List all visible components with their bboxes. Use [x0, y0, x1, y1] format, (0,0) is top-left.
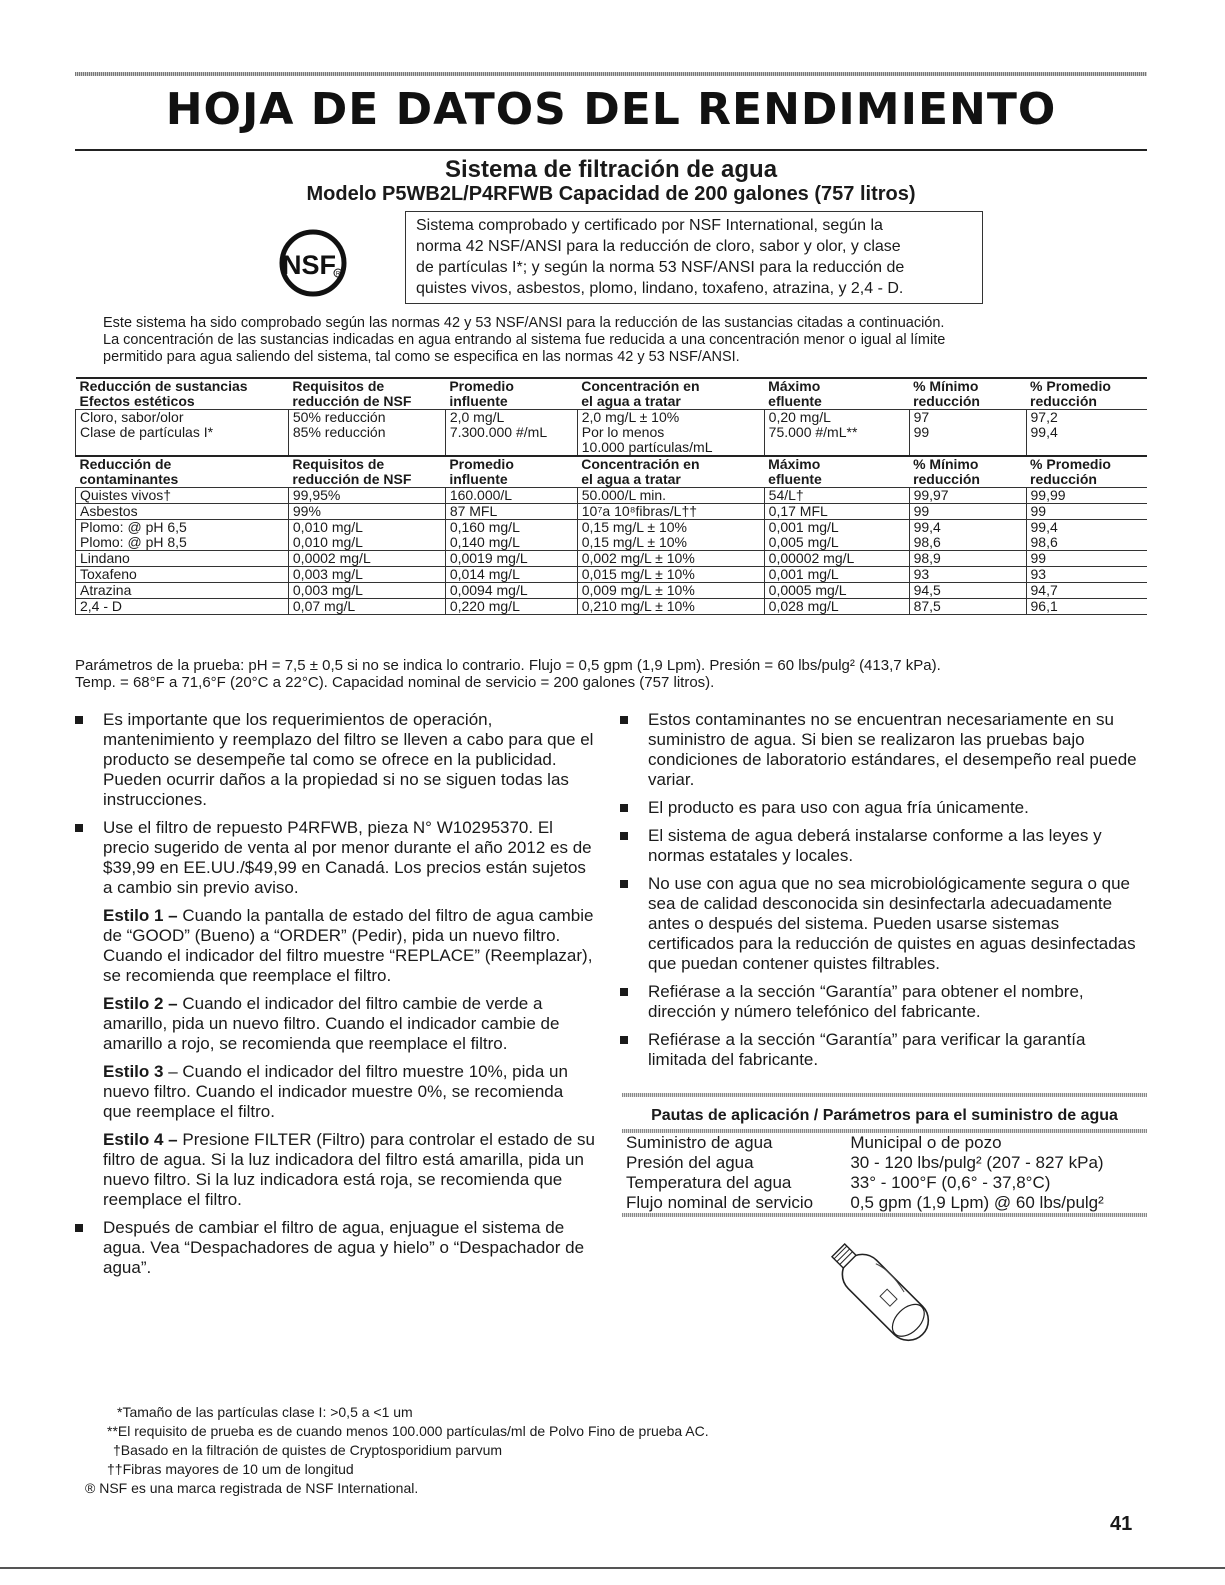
table-cell: 98,9	[909, 551, 1026, 567]
column-header-line: Reducción de sustancias	[79, 378, 248, 394]
table-cell: Asbestos	[76, 504, 289, 520]
table-cell: 50% reducción 85% reducción	[288, 410, 445, 457]
table-cell: 0,17 MFL	[764, 504, 909, 520]
table-cell: Cloro, sabor/olor Clase de partículas I*	[76, 410, 289, 457]
column-header-line: Concentración en	[581, 378, 700, 394]
table-cell: 0,0019 mg/L	[445, 551, 577, 567]
table-cell: 2,0 mg/L 7.300.000 #/mL	[445, 410, 577, 457]
column-header	[577, 378, 764, 410]
bullet-note: Estos contaminantes no se encuentran necesariamente en su suministro de agua. Si bien se realizaron las pruebas bajo condiciones de laboratorio estándares, el desempeño real puede variar.	[620, 710, 1147, 790]
style-label: Estilo 4 –	[103, 1130, 178, 1149]
column-header	[764, 378, 909, 410]
param-value: Municipal o de pozo	[850, 1133, 1002, 1152]
column-header-line: influente	[449, 393, 508, 409]
table-cell: 99	[1026, 504, 1147, 520]
table-row	[76, 410, 1148, 457]
table-cell: 0,003 mg/L	[288, 583, 445, 599]
column-header-line: % Promedio	[1030, 456, 1111, 472]
style-label: Estilo 2 –	[103, 994, 178, 1013]
table-cell: 99,99	[1026, 488, 1147, 504]
table-cell: 99	[909, 504, 1026, 520]
bullet-note: Refiérase a la sección “Garantía” para obtener el nombre, dirección y número telefónico del fabricante.	[620, 982, 1147, 1022]
intro-line: permitido para agua saliendo del sistema, tal como se especifica en las normas 42 y 53 NSF/ANSI.	[103, 349, 740, 365]
style-text: – Cuando el indicador del filtro muestre 10%, pida un nuevo filtro. Cuando el indicador muestre 0%, se recomienda que reemplace el filtro.	[103, 1062, 568, 1121]
param-label: Flujo nominal de servicio	[626, 1193, 814, 1212]
param-value: 0,5 gpm (1,9 Lpm) @ 60 lbs/pulg²	[850, 1193, 1104, 1212]
param-label: Presión del agua	[626, 1153, 754, 1172]
table-cell: 99,97	[909, 488, 1026, 504]
application-guidelines	[622, 1093, 1147, 1217]
table-cell: 0,07 mg/L	[288, 599, 445, 615]
page-title: HOJA DE DATOS DEL RENDIMIENTO	[165, 84, 1057, 135]
column-header-line: reducción	[913, 393, 980, 409]
table-cell: 0,001 mg/L	[764, 567, 909, 583]
table-cell: 0,002 mg/L ± 10%	[577, 551, 764, 567]
nsf-logo-text: NSF	[282, 250, 336, 280]
application-table	[622, 1133, 1147, 1213]
table-row	[76, 488, 1148, 504]
table-cell: 0,00002 mg/L	[764, 551, 909, 567]
column-header-line: Requisitos de	[292, 456, 385, 472]
table-cell: 2,0 mg/L ± 10% Por lo menos 10.000 partículas/mL	[577, 410, 764, 457]
table-cell: 99,4 98,6	[1026, 520, 1147, 551]
footnote: *Tamaño de las partículas clase I: >0,5 a <1 um	[117, 1404, 413, 1420]
column-header	[909, 456, 1026, 488]
table-cell: Plomo: @ pH 6,5 Plomo: @ pH 8,5	[76, 520, 289, 551]
table-cell: 0,210 mg/L ± 10%	[577, 599, 764, 615]
table-row	[622, 1193, 1147, 1213]
bullet-note: El sistema de agua deberá instalarse conforme a las leyes y normas estatales y locales.	[620, 826, 1147, 866]
style-text: Cuando el indicador del filtro cambie de verde a amarillo, pida un nuevo filtro. Cuando el indicador cambie de amarillo a rojo, se recomienda que reemplace el filtro.	[103, 994, 560, 1053]
param-value: 30 - 120 lbs/pulg² (207 - 827 kPa)	[850, 1153, 1104, 1172]
column-header	[445, 378, 577, 410]
param-value: 33° - 100°F (0,6° - 37,8°C)	[850, 1173, 1051, 1192]
column-header-line: efluente	[768, 471, 822, 487]
column-header	[445, 456, 577, 488]
test-param-line: Temp. = 68°F a 71,6°F (20°C a 22°C). Capacidad nominal de servicio = 200 galones (757 litros).	[75, 674, 715, 691]
table-cell: 99,4 98,6	[909, 520, 1026, 551]
water-filter-cartridge-icon	[815, 1232, 955, 1362]
column-header-line: Concentración en	[581, 456, 700, 472]
table-row	[622, 1173, 1147, 1193]
column-header-line: Máximo	[768, 456, 821, 472]
column-header-line: % Mínimo	[913, 378, 979, 394]
footnote: †Basado en la filtración de quistes de Cryptosporidium parvum	[113, 1442, 503, 1458]
table-cell: 0,15 mg/L ± 10% 0,15 mg/L ± 10%	[577, 520, 764, 551]
column-header-line: influente	[449, 471, 508, 487]
table-cell: 97,2 99,4	[1026, 410, 1147, 457]
bullet-maintenance: Es importante que los requerimientos de operación, mantenimiento y reemplazo del filtro se lleven a cabo para que el producto se desempeñe tal como se ofrece en la publicidad. Pueden ocurrir daños a la propiedad si no se siguen todas las instrucciones.	[75, 710, 595, 810]
table-cell: 93	[1026, 567, 1147, 583]
table-cell: 0,015 mg/L ± 10%	[577, 567, 764, 583]
style-2-paragraph	[75, 994, 595, 1054]
table-cell: 0,009 mg/L ± 10%	[577, 583, 764, 599]
svg-text:R: R	[335, 271, 341, 278]
column-header	[76, 456, 289, 488]
param-label: Temperatura del agua	[626, 1173, 792, 1192]
table-cell: 0,014 mg/L	[445, 567, 577, 583]
table-row	[622, 1133, 1147, 1153]
style-label: Estilo 3	[103, 1062, 164, 1081]
table-cell: 50.000/L min.	[577, 488, 764, 504]
intro-line: La concentración de las sustancias indicadas en agua entrando al sistema fue reducida a una concentración menor o igual al límite	[103, 332, 946, 348]
system-title: Sistema de filtración de agua	[444, 156, 778, 183]
column-header-line: Máximo	[768, 378, 821, 394]
table-cell: 99	[1026, 551, 1147, 567]
column-header-line: contaminantes	[79, 471, 179, 487]
column-header	[76, 378, 289, 410]
table-cell: 0,028 mg/L	[764, 599, 909, 615]
performance-table	[75, 377, 1147, 615]
style-label: Estilo 1 –	[103, 906, 178, 925]
footnote: ††Fibras mayores de 10 um de longitud	[107, 1461, 354, 1477]
table-cell: 0,001 mg/L 0,005 mg/L	[764, 520, 909, 551]
style-3-paragraph	[75, 1062, 595, 1122]
table-cell: 0,010 mg/L 0,010 mg/L	[288, 520, 445, 551]
bullet-flush-system: Después de cambiar el filtro de agua, enjuague el sistema de agua. Vea “Despachadores de agua y hielo” o “Despachador de agua”.	[75, 1218, 595, 1278]
page-number: 41	[1110, 1513, 1133, 1535]
table-cell: 87,5	[909, 599, 1026, 615]
divider	[622, 1213, 1147, 1217]
cert-line: Sistema comprobado y certificado por NSF International, según la	[416, 217, 883, 234]
column-header-line: reducción de NSF	[292, 471, 412, 487]
column-header-line: Promedio	[449, 378, 514, 394]
model-line: Modelo P5WB2L/P4RFWB Capacidad de 200 galones (757 litros)	[306, 183, 916, 205]
table-cell: Quistes vivos†	[76, 488, 289, 504]
table-cell: 0,220 mg/L	[445, 599, 577, 615]
column-header-line: reducción	[1030, 393, 1097, 409]
style-text: Cuando la pantalla de estado del filtro de agua cambie de “GOOD” (Bueno) a “ORDER” (Pedir), pida un nuevo filtro. Cuando el indicador del filtro muestre “REPLACE” (Reemplazar), se recomienda que reemplace el filtro.	[103, 906, 594, 985]
column-header	[764, 456, 909, 488]
column-header-line: % Promedio	[1030, 378, 1111, 394]
table-row	[76, 583, 1148, 599]
column-header	[1026, 456, 1147, 488]
footnotes	[85, 1403, 709, 1498]
table-header-row	[76, 456, 1148, 488]
top-decorative-bar	[75, 72, 1147, 76]
cert-line: de partículas I*; y según la norma 53 NSF/ANSI para la reducción de	[416, 259, 905, 276]
table-cell: 99,95%	[288, 488, 445, 504]
nsf-logo-icon	[258, 228, 368, 298]
bullet-note: No use con agua que no sea microbiológicamente segura o que sea de calidad desconocida sin desinfectarla adecuadamente antes o después del sistema. Pueden usarse sistemas certificados para la reducción de quistes en aguas desinfectadas que puedan contener quistes filtrables.	[620, 874, 1147, 974]
table-cell: 96,1	[1026, 599, 1147, 615]
table-cell: Toxafeno	[76, 567, 289, 583]
table-row	[76, 504, 1148, 520]
column-header	[577, 456, 764, 488]
column-header	[1026, 378, 1147, 410]
table-cell: 0,160 mg/L 0,140 mg/L	[445, 520, 577, 551]
bullet-replacement-filter: Use el filtro de repuesto P4RFWB, pieza N° W10295370. El precio sugerido de venta al por menor durante el año 2012 es de $39,99 en EE.UU./$49,99 en Canadá. Los precios están sujetos a cambio sin previo aviso.	[75, 818, 595, 898]
table-row	[76, 599, 1148, 615]
column-header-line: el agua a tratar	[581, 393, 681, 409]
column-header-line: reducción	[1030, 471, 1097, 487]
table-cell: 160.000/L	[445, 488, 577, 504]
test-parameters	[75, 657, 1147, 691]
table-cell: 0,003 mg/L	[288, 567, 445, 583]
bullet-note: El producto es para uso con agua fría únicamente.	[620, 798, 1147, 818]
column-header-line: reducción	[913, 471, 980, 487]
table-cell: 0,0005 mg/L	[764, 583, 909, 599]
cert-line: quistes vivos, asbestos, plomo, lindano, toxafeno, atrazina, y 2,4 - D.	[416, 280, 904, 297]
test-param-line: Parámetros de la prueba: pH = 7,5 ± 0,5 si no se indica lo contrario. Flujo = 0,5 gpm (1,9 Lpm). Presión = 60 lbs/pulg² (413,7 kPa).	[75, 657, 941, 674]
table-cell: Lindano	[76, 551, 289, 567]
style-text: Presione FILTER (Filtro) para controlar el estado de su filtro de agua. Si la luz indicadora del filtro está amarilla, pida un nuevo filtro. Si la luz indicadora está roja, se recomienda que reemplace el filtro.	[103, 1130, 595, 1209]
table-cell: 99%	[288, 504, 445, 520]
table-cell: 54/L†	[764, 488, 909, 504]
column-header	[288, 456, 445, 488]
column-header-line: Promedio	[449, 456, 514, 472]
table-row	[76, 520, 1148, 551]
table-row	[76, 551, 1148, 567]
application-title: Pautas de aplicación / Parámetros para el suministro de agua	[651, 1107, 1118, 1124]
param-label: Suministro de agua	[626, 1133, 773, 1152]
column-header-line: reducción de NSF	[292, 393, 412, 409]
table-cell: 2,4 - D	[76, 599, 289, 615]
table-row	[76, 567, 1148, 583]
table-cell: 97 99	[909, 410, 1026, 457]
column-header-line: Efectos estéticos	[79, 393, 195, 409]
style-1-paragraph	[75, 906, 595, 986]
table-cell: 0,0002 mg/L	[288, 551, 445, 567]
title-rule	[75, 149, 1147, 151]
footnote: **El requisito de prueba es de cuando menos 100.000 partículas/ml de Polvo Fino de prueba AC.	[107, 1423, 709, 1439]
bottom-rule	[0, 1567, 1225, 1569]
table-row	[622, 1153, 1147, 1173]
column-header	[288, 378, 445, 410]
certification-box	[405, 211, 983, 304]
column-header	[909, 378, 1026, 410]
bullet-note: Refiérase a la sección “Garantía” para verificar la garantía limitada del fabricante.	[620, 1030, 1147, 1070]
table-header-row	[76, 378, 1148, 410]
intro-paragraph	[103, 315, 1133, 366]
footnote: ® NSF es una marca registrada de NSF International.	[85, 1480, 419, 1496]
right-column	[620, 710, 1147, 1078]
style-4-paragraph	[75, 1130, 595, 1210]
column-header-line: Requisitos de	[292, 378, 385, 394]
table-cell: 0,0094 mg/L	[445, 583, 577, 599]
column-header-line: Reducción de	[79, 456, 172, 472]
table-cell: 87 MFL	[445, 504, 577, 520]
table-cell: 10⁷a 10⁸fibras/L††	[577, 504, 764, 520]
column-header-line: el agua a tratar	[581, 471, 681, 487]
table-cell: 0,20 mg/L 75.000 #/mL**	[764, 410, 909, 457]
column-header-line: efluente	[768, 393, 822, 409]
table-cell: 94,7	[1026, 583, 1147, 599]
cert-line: norma 42 NSF/ANSI para la reducción de cloro, sabor y olor, y clase	[416, 238, 901, 255]
left-column	[75, 710, 595, 1286]
table-cell: 93	[909, 567, 1026, 583]
column-header-line: % Mínimo	[913, 456, 979, 472]
table-cell: 94,5	[909, 583, 1026, 599]
table-cell: Atrazina	[76, 583, 289, 599]
intro-line: Este sistema ha sido comprobado según las normas 42 y 53 NSF/ANSI para la reducción de las sustancias citadas a continuación.	[103, 315, 945, 331]
